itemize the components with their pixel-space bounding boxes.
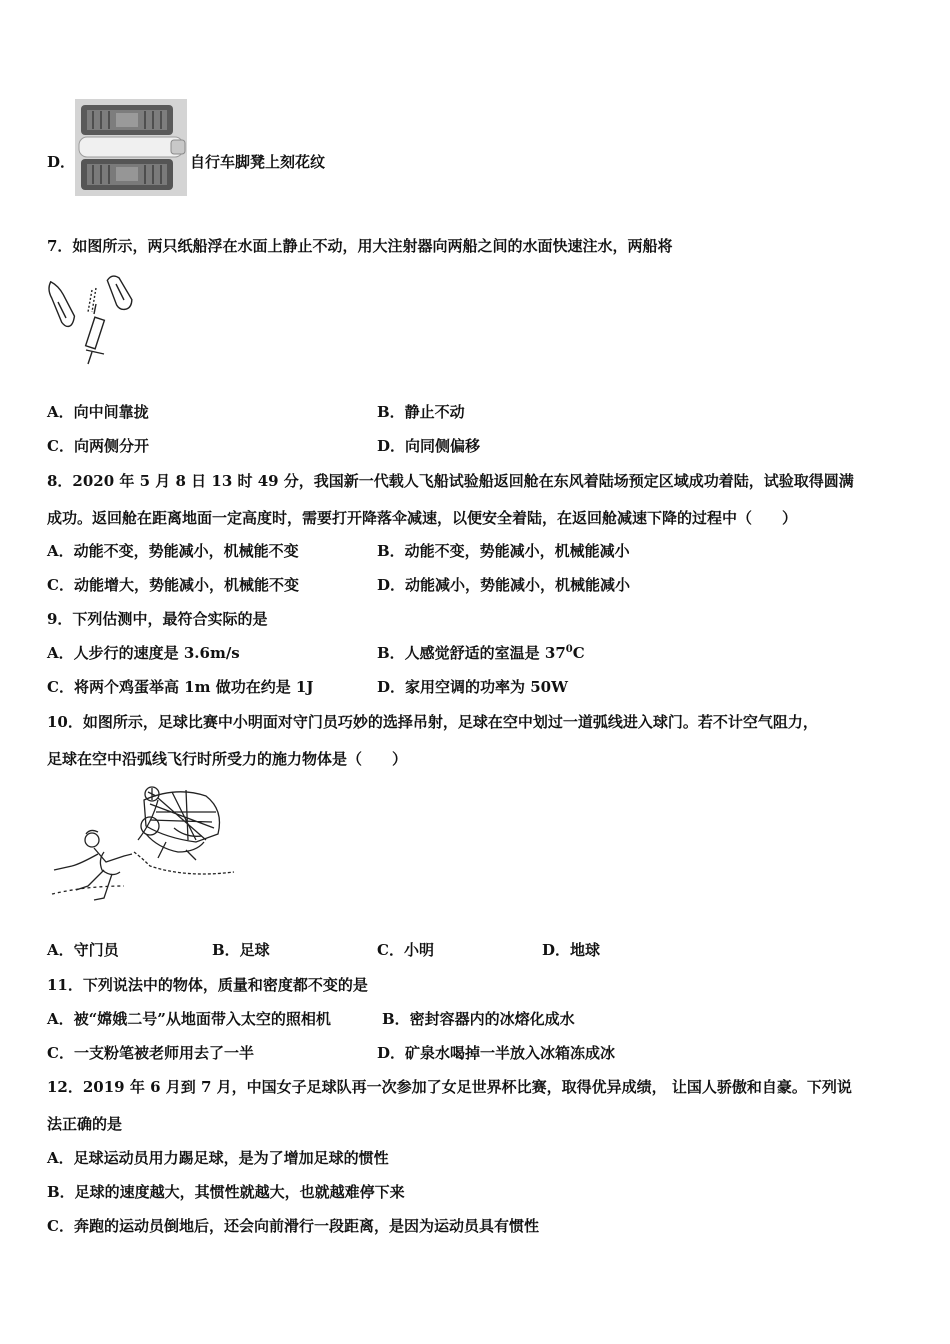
q8-options-row1: [47, 541, 907, 561]
q7-options-row2: [47, 436, 907, 456]
q9-option-a[interactable]: A．人步行的速度是 3.6m/s: [47, 644, 240, 662]
q11-stem: 11．下列说法中的物体，质量和密度都不变的是: [47, 976, 368, 994]
q7-option-b[interactable]: B．静止不动: [377, 403, 465, 421]
bicycle-pedal-icon: [75, 99, 187, 196]
q9-option-b[interactable]: [377, 643, 585, 663]
q11-option-a[interactable]: A．被“嫦娥二号”从地面带入太空的照相机: [47, 1010, 331, 1028]
q9-options-row1: [47, 643, 907, 663]
q9-option-b-unit: C: [572, 644, 585, 662]
q10-stem-line2: 足球在空中沿弧线飞行时所受力的施力物体是（ ）: [47, 750, 408, 768]
q10-option-d[interactable]: D．地球: [542, 941, 601, 959]
q6-option-d-text: 自行车脚凳上刻花纹: [190, 153, 326, 171]
q7-options-row1: [47, 402, 907, 422]
q6-option-d-letter: D．: [47, 153, 76, 171]
q7-option-d[interactable]: D．向同侧偏移: [377, 437, 481, 455]
q8-option-b[interactable]: B．动能不变，势能减小，机械能减小: [377, 542, 630, 560]
q7-stem: 7．如图所示，两只纸船浮在水面上静止不动，用大注射器向两船之间的水面快速注水，两船将: [47, 237, 673, 255]
q9-option-d[interactable]: D．家用空调的功率为 50W: [377, 678, 568, 696]
q9-options-row2: [47, 677, 907, 697]
q9-stem: 9．下列估测中，最符合实际的是: [47, 610, 268, 628]
q11-options-row2: [47, 1043, 907, 1063]
q9-option-b-superscript: 0: [565, 644, 573, 655]
football-scene-icon: [46, 782, 236, 907]
q10-options-row: [47, 940, 907, 960]
q7-option-c[interactable]: C．向两侧分开: [47, 437, 149, 455]
q12-option-a[interactable]: A．足球运动员用力踢足球，是为了增加足球的惯性: [47, 1149, 389, 1167]
q8-option-a[interactable]: A．动能不变，势能减小，机械能不变: [47, 542, 299, 560]
q10-option-b[interactable]: B．足球: [212, 941, 270, 959]
q10-option-c[interactable]: C．小明: [377, 941, 434, 959]
q11-option-b[interactable]: B．密封容器内的冰熔化成水: [382, 1010, 575, 1028]
q10-option-a[interactable]: A．守门员: [47, 941, 119, 959]
q12-stem-line1: 12．2019 年 6 月到 7 月，中国女子足球队再一次参加了女足世界杯比赛，取得优异成绩， 让国人骄傲和自豪。下列说: [47, 1078, 852, 1096]
q7-option-a[interactable]: A．向中间靠拢: [47, 403, 149, 421]
q8-options-row2: [47, 575, 907, 595]
q12-option-b[interactable]: B．足球的速度越大，其惯性就越大，也就越难停下来: [47, 1183, 405, 1201]
q8-stem-line1: 8．2020 年 5 月 8 日 13 时 49 分，我国新一代载人飞船试验船返回舱在东风着陆场预定区域成功着陆，试验取得圆满: [47, 472, 854, 490]
q8-option-c[interactable]: C．动能增大，势能减小，机械能不变: [47, 576, 299, 594]
q12-stem-line2: 法正确的是: [47, 1115, 123, 1133]
q10-stem-line1: 10．如图所示，足球比赛中小明面对守门员巧妙的选择吊射，足球在空中划过一道弧线进入球门。若不计空气阻力，: [47, 713, 818, 731]
q12-option-c[interactable]: C．奔跑的运动员倒地后，还会向前滑行一段距离，是因为运动员具有惯性: [47, 1217, 539, 1235]
q8-stem-line2: 成功。返回舱在距离地面一定高度时，需要打开降落伞减速，以便安全着陆，在返回舱减速下降的过程中（ ）: [47, 509, 798, 527]
q9-option-b-prefix: B．人感觉舒适的室温是 37: [377, 644, 566, 662]
q8-option-d[interactable]: D．动能减小，势能减小，机械能减小: [377, 576, 631, 594]
q11-option-c[interactable]: C．一支粉笔被老师用去了一半: [47, 1044, 254, 1062]
boats-and-syringe-icon: [48, 272, 138, 367]
q11-option-d[interactable]: D．矿泉水喝掉一半放入冰箱冻成冰: [377, 1044, 616, 1062]
q11-options-row1: [47, 1009, 907, 1029]
q9-option-c[interactable]: C．将两个鸡蛋举高 1m 做功在约是 1J: [47, 678, 314, 696]
